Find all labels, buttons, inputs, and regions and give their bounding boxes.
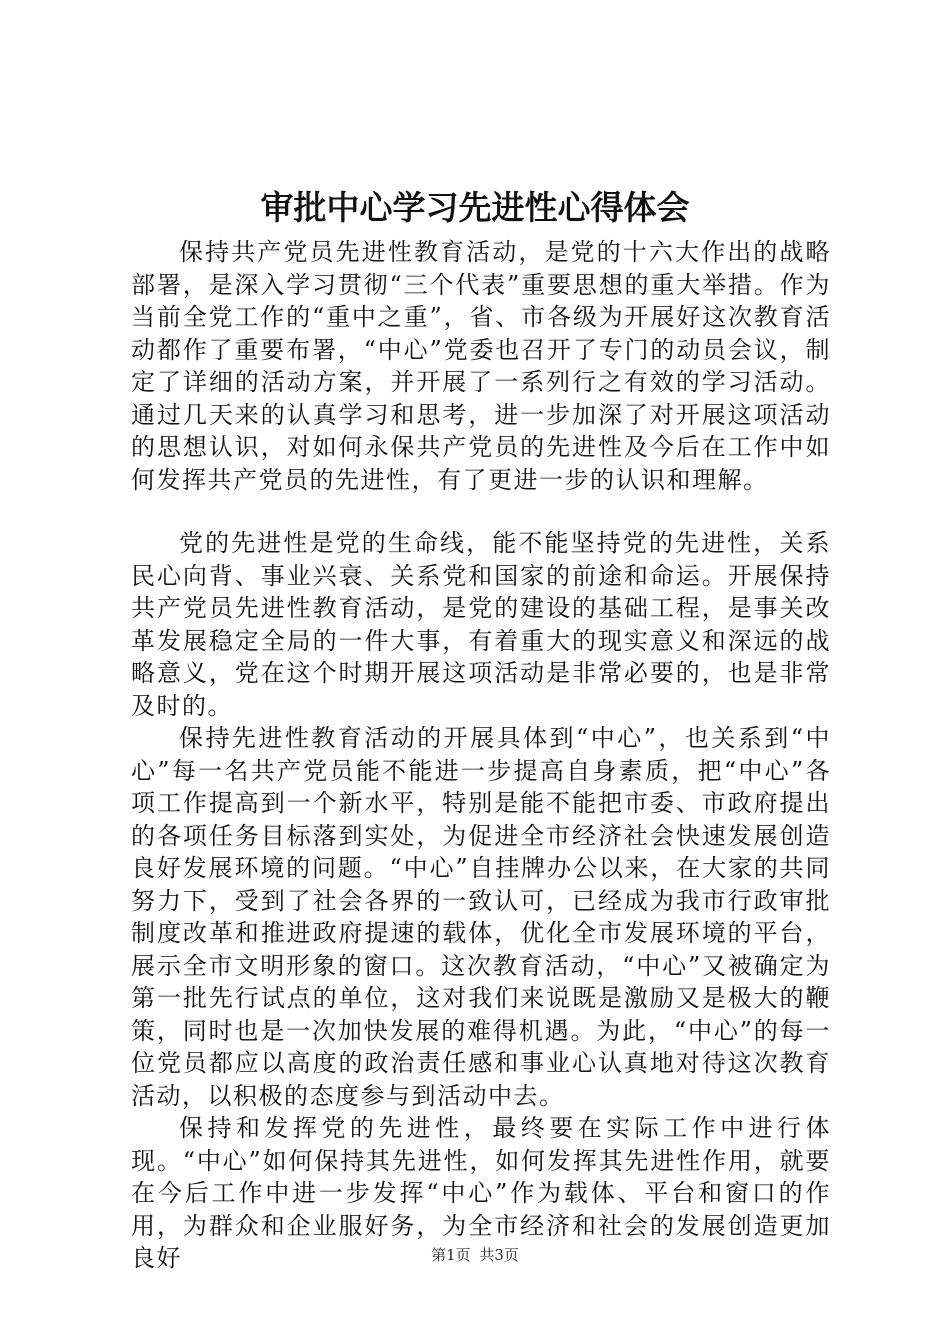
- paragraph-4: 保持和发挥党的先进性，最终要在实际工作中进行体现。“中心”如何保持其先进性，如何发挥其先进性作用，就要在今后工作中进一步发挥“中心”作为载体、平台和窗口的作用，为群众和企业服好务，为全市经济和社会的发展创造更加良好: [131, 1114, 831, 1272]
- paragraph-3: 保持先进性教育活动的开展具体到“中心”，也关系到“中心”每一名共产党员能不能进一步提高自身素质，把“中心”各项工作提高到一个新水平，特别是能不能把市委、市政府提出的各项任务目标落到实处，为促进全市经济社会快速发展创造良好发展环境的问题。“中心”自挂牌办公以来，在大家的共同努力下，受到了社会各界的一致认可，已经成为我市行政审批制度改革和推进政府提速的载体，优化全市发展环境的平台，展示全市文明形象的窗口。这次教育活动，“中心”又被确定为第一批先行试点的单位，这对我们来说既是激励又是极大的鞭策，同时也是一次加快发展的难得机遇。为此，“中心”的每一位党员都应以高度的政治责任感和事业心认真地对待这次教育活动，以积极的态度参与到活动中去。: [131, 724, 831, 1110]
- document-title: 审批中心学习先进性心得体会: [260, 188, 690, 227]
- paragraph-2: 党的先进性是党的生命线，能不能坚持党的先进性，关系民心向背、事业兴衰、关系党和国家的前途和命运。开展保持共产党员先进性教育活动，是党的建设的基础工程，是事关改革发展稳定全局的一件大事，有着重大的现实意义和深远的战略意义，党在这个时期开展这项活动是非常必要的，也是非常及时的。: [131, 529, 831, 720]
- page-total: 共3页: [479, 1246, 519, 1264]
- paragraph-1: 保持共产党员先进性教育活动，是党的十六大作出的战略部署，是深入学习贯彻“三个代表”重要思想的重大举措。作为当前全党工作的“重中之重”，省、市各级为开展好这次教育活动都作了重要布署，“中心”党委也召开了专门的动员会议，制定了详细的活动方案，并开展了一系列行之有效的学习活动。通过几天来的认真学习和思考，进一步加深了对开展这项活动的思想认识，对如何永保共产党员的先进性及今后在工作中如何发挥共产党员的先进性，有了更进一步的认识和理解。: [131, 238, 831, 494]
- page-footer: [0, 1244, 950, 1266]
- page-number: 第1页: [431, 1246, 471, 1264]
- document-body: [131, 236, 831, 1275]
